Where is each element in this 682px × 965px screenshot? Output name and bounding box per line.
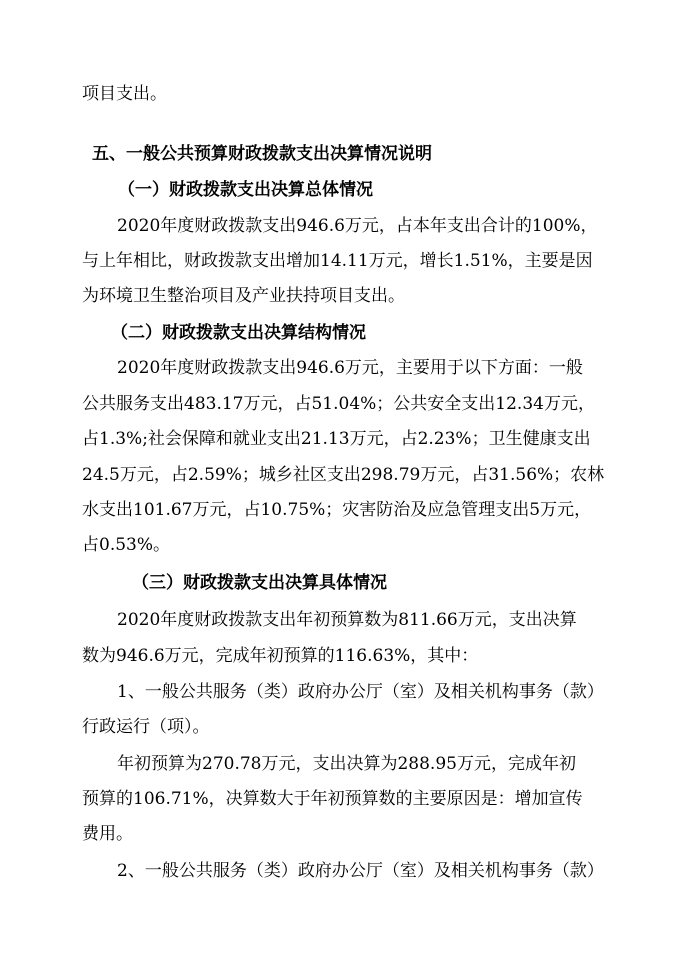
paragraph-text: 公共服务支出483.17万元，占51.04%；公共安全支出12.34万元， — [82, 394, 595, 414]
paragraph-text: 2020年度财政拨款支出946.6万元，主要用于以下方面：一般 — [117, 358, 583, 378]
text-line — [0, 464, 682, 486]
subsection-heading — [0, 179, 682, 201]
paragraph-text: 项目支出。 — [82, 84, 167, 104]
paragraph-text: 为环境卫生整治项目及产业扶持项目支出。 — [82, 286, 405, 306]
subsection-heading-text: （二）财政拨款支出决算结构情况 — [111, 323, 366, 343]
paragraph-text: 2020年度财政拨款支出年初预算数为811.66万元，支出决算 — [117, 610, 577, 630]
paragraph-text: 预算的106.71%，决算数大于年初预算数的主要原因是：增加宣传 — [82, 789, 583, 809]
paragraph-text: 2020年度财政拨款支出946.6万元，占本年支出合计的100%， — [117, 216, 598, 236]
text-line — [0, 534, 682, 556]
paragraph-text: 占0.53%。 — [82, 535, 171, 555]
subsection-heading — [0, 322, 682, 344]
text-line — [0, 393, 682, 415]
text-line — [0, 428, 682, 450]
paragraph-text: 24.5万元，占2.59%；城乡社区支出298.79万元，占31.56%；农林 — [82, 465, 605, 485]
paragraph-text: 2、一般公共服务（类）政府办公厅（室）及相关机构事务（款） — [117, 861, 604, 881]
subsection-heading-text: （三）财政拨款支出决算具体情况 — [132, 573, 387, 593]
paragraph-text: 费用。 — [82, 824, 133, 844]
text-line — [0, 788, 682, 810]
paragraph-text: 水支出101.67万元，占10.75%；灾害防治及应急管理支出5万元， — [82, 500, 592, 520]
text-line — [0, 645, 682, 667]
text-line — [0, 83, 682, 105]
paragraph-text: 与上年相比，财政拨款支出增加14.11万元，增长1.51%，主要是因 — [82, 251, 593, 271]
text-line — [0, 823, 682, 845]
text-line — [0, 716, 682, 738]
paragraph-text: 数为946.6万元，完成年初预算的116.63%，其中： — [82, 646, 479, 666]
text-line — [0, 285, 682, 307]
text-line — [0, 250, 682, 272]
text-line — [0, 357, 682, 379]
text-line — [0, 860, 682, 882]
text-line — [0, 215, 682, 237]
text-line — [0, 499, 682, 521]
paragraph-text: 年初预算为270.78万元，支出决算为288.95万元，完成年初 — [117, 754, 576, 774]
section-heading-text: 五、一般公共预算财政拨款支出决算情况说明 — [92, 144, 432, 164]
section-heading — [0, 143, 682, 165]
text-line — [0, 681, 682, 703]
subsection-heading-text: （一）财政拨款支出决算总体情况 — [118, 180, 373, 200]
subsection-heading — [0, 572, 682, 594]
paragraph-text: 1、一般公共服务（类）政府办公厅（室）及相关机构事务（款） — [117, 682, 604, 702]
paragraph-text: 行政运行（项）。 — [82, 717, 210, 737]
paragraph-text: 占1.3%;社会保障和就业支出21.13万元，占2.23%；卫生健康支出 — [82, 429, 591, 449]
text-line — [0, 753, 682, 775]
text-line — [0, 609, 682, 631]
